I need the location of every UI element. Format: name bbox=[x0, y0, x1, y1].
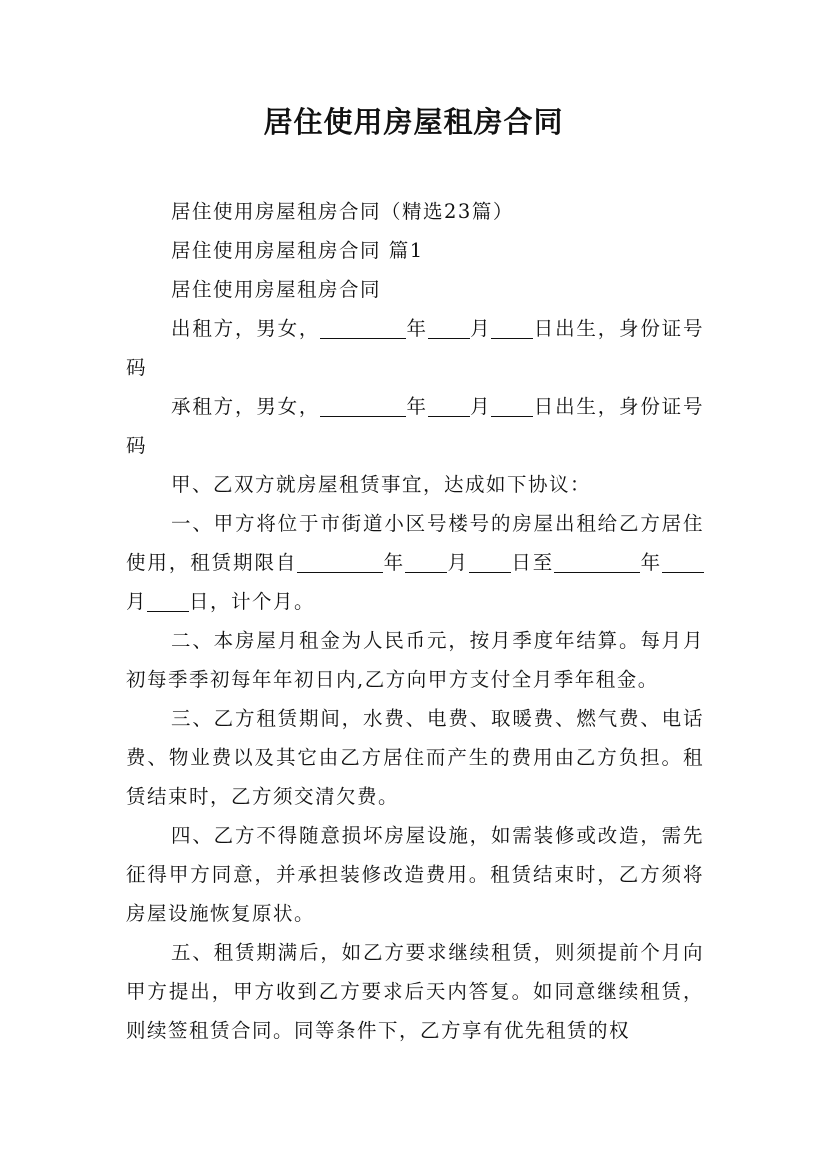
blank-line bbox=[491, 396, 533, 417]
paragraph-clause-1 bbox=[126, 504, 704, 621]
paragraph-lessee bbox=[126, 387, 704, 465]
lessee-text-a: 承租方，男女， bbox=[171, 395, 321, 418]
lessor-text-d: 日出生，身份证号码 bbox=[126, 317, 704, 379]
paragraph-clause-4: 四、乙方不得随意损坏房屋设施，如需装修或改造，需先征得甲方同意，并承担装修改造费用。租赁结束时，乙方须将房屋设施恢复原状。 bbox=[126, 824, 704, 925]
paragraph-clause-5: 五、租赁期满后，如乙方要求继续租赁，则须提前个月向甲方提出，甲方收到乙方要求后天内答复。如同意继续租赁，则续签租赁合同。同等条件下，乙方享有优先租赁的权 bbox=[126, 941, 704, 1042]
blank-line bbox=[320, 318, 406, 339]
document-body bbox=[126, 192, 704, 1050]
lessor-text-c: 月 bbox=[469, 317, 492, 340]
lessee-text-c: 月 bbox=[469, 395, 492, 418]
blank-line bbox=[554, 552, 640, 573]
blank-line bbox=[491, 318, 533, 339]
paragraph-clause-3: 三、乙方租赁期间，水费、电费、取暖费、燃气费、电话费、物业费以及其它由乙方居住而产生的费用由乙方负担。租赁结束时，乙方须交清欠费。 bbox=[126, 707, 704, 808]
blank-line bbox=[297, 552, 383, 573]
paragraph-section-heading: 居住使用房屋租房合同 篇1 bbox=[171, 239, 424, 262]
blank-line bbox=[405, 552, 447, 573]
blank-line bbox=[320, 396, 406, 417]
blank-line bbox=[428, 318, 470, 339]
clause1-text-b: 年 bbox=[383, 551, 406, 574]
paragraph-agreement: 甲、乙双方就房屋租赁事宜，达成如下协议： bbox=[171, 473, 592, 496]
paragraph-clause-2: 二、本房屋月租金为人民币元，按月季度年结算。每月月初每季季初每年年初日内,乙方向甲方支付全月季年租金。 bbox=[126, 629, 704, 691]
paragraph-contract-name: 居住使用房屋租房合同 bbox=[171, 278, 382, 301]
blank-line bbox=[147, 591, 189, 612]
paragraph-subtitle: 居住使用房屋租房合同（精选23篇） bbox=[171, 200, 514, 223]
clause1-text-a: 一、甲方将位于市街道小区号楼号的房屋出租给乙方居住使用，租赁期限自 bbox=[126, 512, 704, 574]
clause1-text-c: 月 bbox=[447, 551, 469, 574]
blank-line bbox=[428, 396, 470, 417]
blank-line bbox=[662, 552, 704, 573]
clause1-text-g: 日，计个月。 bbox=[189, 590, 316, 613]
clause1-text-e: 年 bbox=[640, 551, 662, 574]
clause1-text-f: 月 bbox=[126, 590, 148, 613]
blank-line bbox=[469, 552, 511, 573]
paragraph-lessor bbox=[126, 309, 704, 387]
document-title: 居住使用房屋租房合同 bbox=[263, 105, 564, 139]
lessor-text-b: 年 bbox=[406, 317, 428, 340]
lessor-text-a: 出租方，男女， bbox=[171, 317, 321, 340]
lessee-text-d: 日出生，身份证号码 bbox=[126, 395, 704, 457]
clause1-text-d: 日至 bbox=[510, 551, 555, 574]
lessee-text-b: 年 bbox=[406, 395, 428, 418]
